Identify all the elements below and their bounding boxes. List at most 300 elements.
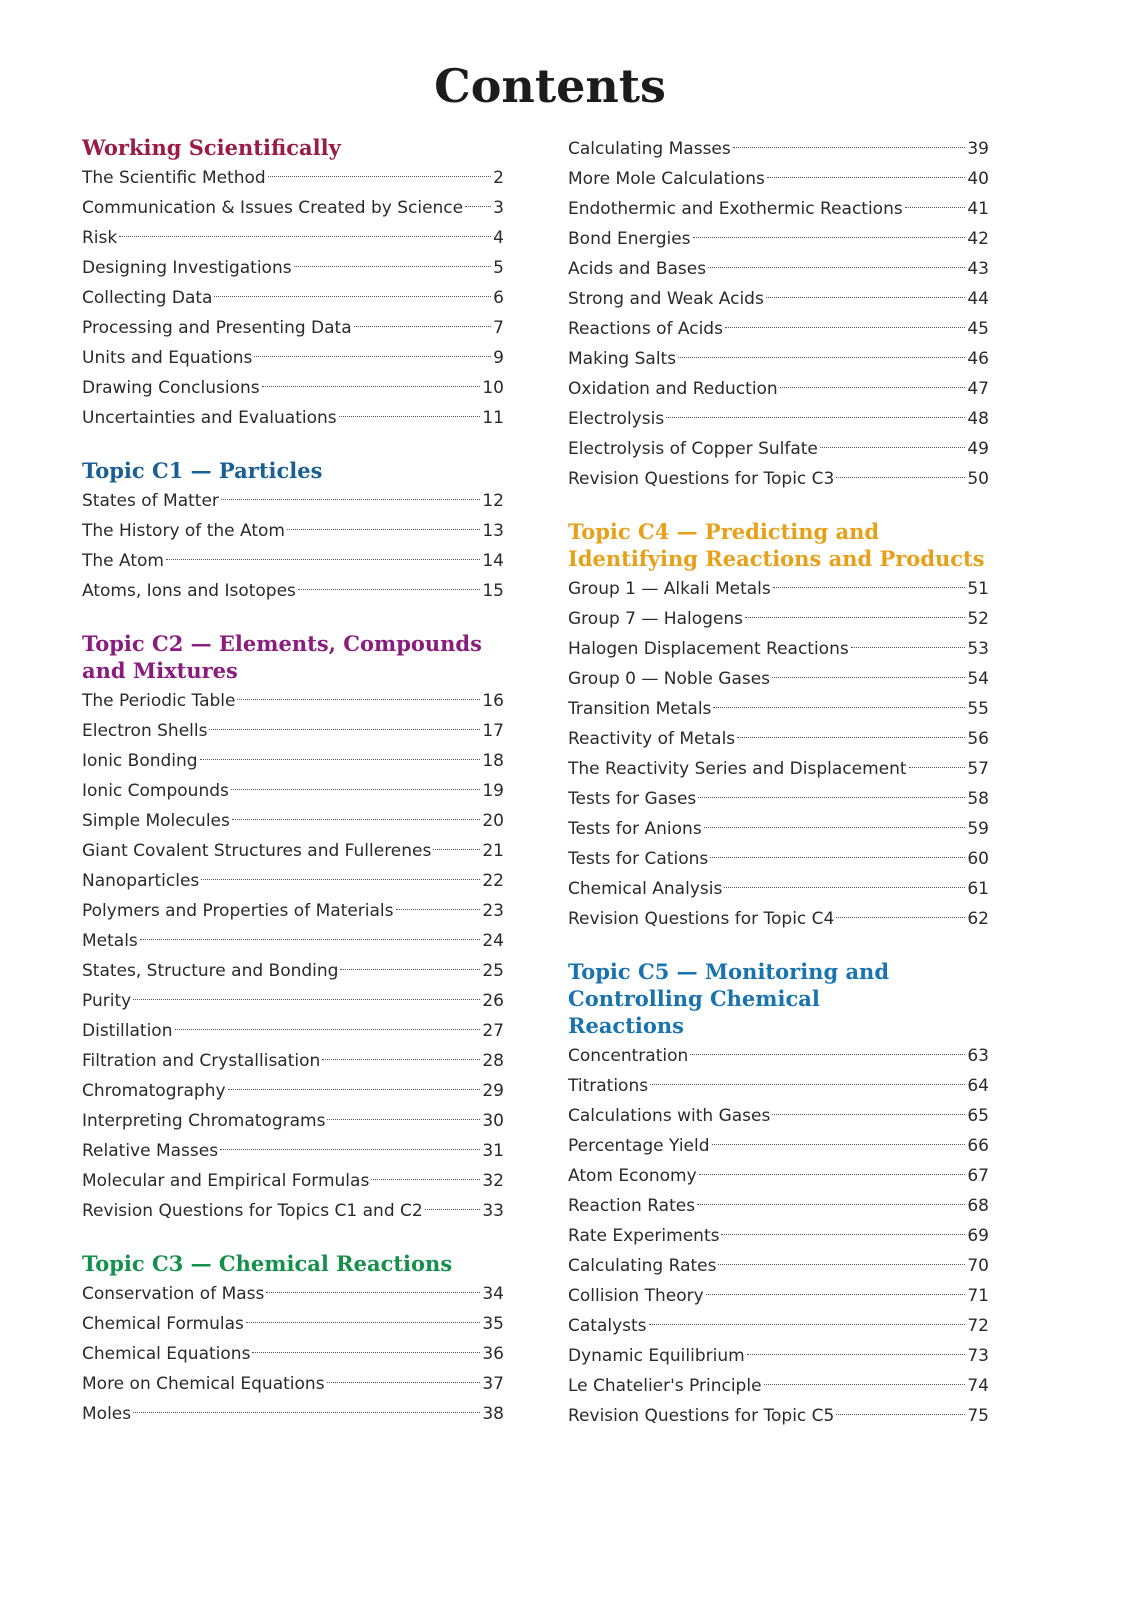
dot-leader — [327, 1382, 481, 1383]
toc-entry-catalysts[interactable] — [568, 1311, 989, 1341]
toc-entry-chemical-formulas[interactable] — [82, 1309, 504, 1339]
toc-entry-states-of-matter[interactable] — [82, 486, 504, 516]
toc-entry-title: Simple Molecules — [82, 811, 230, 831]
toc-entry-title: Electron Shells — [82, 721, 208, 741]
dot-leader — [713, 707, 965, 708]
dot-leader — [772, 677, 965, 678]
toc-entry-revision-questions-for-topics-c1-and-c2[interactable] — [82, 1196, 504, 1226]
toc-entry-title: Units and Equations — [82, 348, 253, 368]
toc-entry-page-number: 11 — [482, 408, 504, 428]
contents-column-left — [82, 134, 504, 1429]
toc-entry-page-number: 47 — [967, 379, 989, 399]
toc-entry-title: Atom Economy — [568, 1166, 697, 1186]
toc-entry-the-history-of-the-atom[interactable] — [82, 516, 504, 546]
toc-entry-page-number: 16 — [482, 691, 504, 711]
toc-entry-page-number: 31 — [482, 1141, 504, 1161]
toc-entry-page-number: 51 — [967, 579, 989, 599]
toc-entry-reactions-of-acids[interactable] — [568, 314, 989, 344]
toc-entry-title: Metals — [82, 931, 138, 951]
toc-entry-title: The Periodic Table — [82, 691, 236, 711]
toc-entry-group-1-alkali-metals[interactable] — [568, 574, 989, 604]
dot-leader — [706, 1294, 966, 1295]
toc-entry-title: Tests for Cations — [568, 849, 709, 869]
section-heading-topic-c2-elements-compounds-and-mixtures: Topic C2 — Elements, Compounds and Mixtures — [82, 631, 482, 683]
toc-entry-page-number: 34 — [482, 1284, 504, 1304]
toc-entry-title: Dynamic Equilibrium — [568, 1346, 745, 1366]
toc-entry-page-number: 22 — [482, 871, 504, 891]
toc-entry-page-number: 17 — [482, 721, 504, 741]
toc-entry-conservation-of-mass[interactable] — [82, 1279, 504, 1309]
toc-entry-page-number: 48 — [967, 409, 989, 429]
toc-entry-title: Ionic Bonding — [82, 751, 198, 771]
page-title: Contents — [434, 59, 666, 113]
toc-entry-page-number: 6 — [493, 288, 504, 308]
toc-entry-page-number: 53 — [967, 639, 989, 659]
toc-entry-le-chatelier-s-principle[interactable] — [568, 1371, 989, 1401]
toc-entry-title: Collision Theory — [568, 1286, 704, 1306]
dot-leader — [772, 1114, 965, 1115]
toc-entry-title: Revision Questions for Topic C3 — [568, 469, 835, 489]
toc-entry-title: Chemical Equations — [82, 1344, 251, 1364]
toc-entry-page-number: 42 — [967, 229, 989, 249]
toc-entry-page-number: 58 — [967, 789, 989, 809]
toc-entry-page-number: 63 — [967, 1046, 989, 1066]
toc-entry-title: Tests for Gases — [568, 789, 697, 809]
toc-entry-revision-questions-for-topic-c3[interactable] — [568, 464, 989, 494]
toc-entry-title: Communication & Issues Created by Science — [82, 198, 464, 218]
toc-entry-title: Giant Covalent Structures and Fullerenes — [82, 841, 432, 861]
dot-leader — [737, 737, 965, 738]
dot-leader — [298, 589, 480, 590]
toc-entry-page-number: 9 — [493, 348, 504, 368]
toc-entry-tests-for-cations[interactable] — [568, 844, 989, 874]
toc-entry-title: Catalysts — [568, 1316, 647, 1336]
toc-entry-title: Drawing Conclusions — [82, 378, 260, 398]
dot-leader — [693, 237, 966, 238]
section-spacer — [568, 934, 989, 958]
dot-leader — [268, 176, 491, 177]
dot-leader — [698, 797, 965, 798]
toc-entry-calculating-rates[interactable] — [568, 1251, 989, 1281]
dot-leader — [666, 417, 965, 418]
toc-entry-title: The Atom — [82, 551, 164, 571]
toc-entry-page-number: 33 — [482, 1201, 504, 1221]
toc-entry-title: Chemical Analysis — [568, 879, 723, 899]
dot-leader — [745, 617, 965, 618]
toc-entry-title: Polymers and Properties of Materials — [82, 901, 394, 921]
toc-entry-concentration[interactable] — [568, 1041, 989, 1071]
toc-entry-page-number: 73 — [967, 1346, 989, 1366]
toc-entry-page-number: 39 — [967, 139, 989, 159]
toc-entry-atoms-ions-and-isotopes[interactable] — [82, 576, 504, 606]
toc-entry-percentage-yield[interactable] — [568, 1131, 989, 1161]
toc-entry-page-number: 50 — [967, 469, 989, 489]
toc-entry-page-number: 20 — [482, 811, 504, 831]
toc-entry-communication-issues-created-by-science[interactable] — [82, 193, 504, 223]
dot-leader — [851, 647, 966, 648]
toc-entry-title: Electrolysis — [568, 409, 665, 429]
dot-leader — [708, 267, 965, 268]
toc-entry-page-number: 12 — [482, 491, 504, 511]
toc-entry-title: States, Structure and Bonding — [82, 961, 339, 981]
toc-entry-more-mole-calculations[interactable] — [568, 164, 989, 194]
toc-entry-dynamic-equilibrium[interactable] — [568, 1341, 989, 1371]
toc-entry-page-number: 10 — [482, 378, 504, 398]
toc-entry-page-number: 14 — [482, 551, 504, 571]
dot-leader — [836, 917, 965, 918]
toc-entry-title: Distillation — [82, 1021, 173, 1041]
dot-leader — [214, 296, 491, 297]
toc-entry-calculations-with-gases[interactable] — [568, 1101, 989, 1131]
dot-leader — [231, 789, 480, 790]
dot-leader — [773, 587, 966, 588]
dot-leader — [220, 1149, 480, 1150]
toc-entry-oxidation-and-reduction[interactable] — [568, 374, 989, 404]
dot-leader — [699, 1174, 966, 1175]
toc-entry-title: Halogen Displacement Reactions — [568, 639, 849, 659]
toc-entry-page-number: 4 — [493, 228, 504, 248]
toc-entry-title: Reactions of Acids — [568, 319, 723, 339]
toc-entry-acids-and-bases[interactable] — [568, 254, 989, 284]
toc-entry-moles[interactable] — [82, 1399, 504, 1429]
toc-entry-metals[interactable] — [82, 926, 504, 956]
section-heading-topic-c1-particles: Topic C1 — Particles — [82, 458, 323, 483]
toc-entry-title: Endothermic and Exothermic Reactions — [568, 199, 903, 219]
dot-leader — [209, 729, 480, 730]
toc-entry-page-number: 71 — [967, 1286, 989, 1306]
toc-entry-title: Interpreting Chromatograms — [82, 1111, 326, 1131]
toc-entry-page-number: 23 — [482, 901, 504, 921]
toc-entry-title: Uncertainties and Evaluations — [82, 408, 337, 428]
toc-entry-page-number: 49 — [967, 439, 989, 459]
toc-entry-title: Moles — [82, 1404, 132, 1424]
toc-entry-halogen-displacement-reactions[interactable] — [568, 634, 989, 664]
section-spacer — [82, 606, 504, 630]
toc-entry-reaction-rates[interactable] — [568, 1191, 989, 1221]
dot-leader — [649, 1324, 966, 1325]
toc-entry-page-number: 55 — [967, 699, 989, 719]
toc-entry-title: Chromatography — [82, 1081, 226, 1101]
dot-leader — [820, 447, 965, 448]
toc-entry-page-number: 61 — [967, 879, 989, 899]
toc-entry-transition-metals[interactable] — [568, 694, 989, 724]
dot-leader — [246, 1322, 480, 1323]
section-heading-topic-c4-predicting-and-identifying-reac: Topic C4 — Predicting and Identifying Reactions and Products — [568, 519, 985, 571]
toc-entry-risk[interactable] — [82, 223, 504, 253]
toc-entry-simple-molecules[interactable] — [82, 806, 504, 836]
dot-leader — [678, 357, 965, 358]
toc-entry-calculating-masses[interactable] — [568, 134, 989, 164]
dot-leader — [354, 326, 492, 327]
dot-leader — [697, 1204, 965, 1205]
toc-entry-page-number: 54 — [967, 669, 989, 689]
toc-entry-making-salts[interactable] — [568, 344, 989, 374]
toc-entry-title: The Scientific Method — [82, 168, 266, 188]
dot-leader — [133, 999, 480, 1000]
dot-leader — [175, 1029, 481, 1030]
toc-entry-title: Strong and Weak Acids — [568, 289, 764, 309]
toc-entry-page-number: 28 — [482, 1051, 504, 1071]
toc-entry-titrations[interactable] — [568, 1071, 989, 1101]
toc-entry-page-number: 21 — [482, 841, 504, 861]
toc-entry-title: Risk — [82, 228, 118, 248]
toc-entry-title: The Reactivity Series and Displacement — [568, 759, 907, 779]
toc-entry-title: Titrations — [568, 1076, 649, 1096]
toc-entry-title: Molecular and Empirical Formulas — [82, 1171, 370, 1191]
toc-entry-giant-covalent-structures-and-fullerenes[interactable] — [82, 836, 504, 866]
toc-entry-title: Revision Questions for Topics C1 and C2 — [82, 1201, 423, 1221]
dot-leader — [340, 969, 480, 970]
dot-leader — [166, 559, 480, 560]
toc-entry-endothermic-and-exothermic-reactions[interactable] — [568, 194, 989, 224]
dot-leader — [766, 297, 966, 298]
toc-entry-title: Processing and Presenting Data — [82, 318, 352, 338]
toc-entry-nanoparticles[interactable] — [82, 866, 504, 896]
toc-entry-page-number: 3 — [493, 198, 504, 218]
toc-entry-page-number: 41 — [967, 199, 989, 219]
toc-entry-title: Collecting Data — [82, 288, 213, 308]
toc-entry-title: Making Salts — [568, 349, 677, 369]
toc-entry-uncertainties-and-evaluations[interactable] — [82, 403, 504, 433]
toc-entry-states-structure-and-bonding[interactable] — [82, 956, 504, 986]
toc-entry-electron-shells[interactable] — [82, 716, 504, 746]
toc-entry-title: Group 1 — Alkali Metals — [568, 579, 771, 599]
toc-entry-page-number: 37 — [482, 1374, 504, 1394]
dot-leader — [396, 909, 481, 910]
section-spacer — [82, 1226, 504, 1250]
toc-entry-title: Oxidation and Reduction — [568, 379, 778, 399]
dot-leader — [780, 387, 966, 388]
toc-entry-chemical-equations[interactable] — [82, 1339, 504, 1369]
toc-entry-title: Calculating Masses — [568, 139, 731, 159]
toc-entry-page-number: 45 — [967, 319, 989, 339]
dot-leader — [266, 1292, 480, 1293]
toc-entry-title: Calculations with Gases — [568, 1106, 771, 1126]
dot-leader — [704, 827, 966, 828]
toc-entry-title: Revision Questions for Topic C5 — [568, 1406, 835, 1426]
toc-entry-page-number: 59 — [967, 819, 989, 839]
toc-entry-revision-questions-for-topic-c5[interactable] — [568, 1401, 989, 1431]
dot-leader — [433, 849, 480, 850]
toc-entry-page-number: 62 — [967, 909, 989, 929]
toc-entry-units-and-equations[interactable] — [82, 343, 504, 373]
toc-entry-page-number: 13 — [482, 521, 504, 541]
toc-entry-page-number: 35 — [482, 1314, 504, 1334]
toc-entry-title: Reaction Rates — [568, 1196, 696, 1216]
toc-entry-title: Acids and Bases — [568, 259, 707, 279]
toc-entry-page-number: 43 — [967, 259, 989, 279]
toc-entry-chemical-analysis[interactable] — [568, 874, 989, 904]
toc-entry-title: More on Chemical Equations — [82, 1374, 325, 1394]
toc-entry-title: Purity — [82, 991, 132, 1011]
toc-entry-interpreting-chromatograms[interactable] — [82, 1106, 504, 1136]
toc-entry-page-number: 69 — [967, 1226, 989, 1246]
dot-leader — [294, 266, 492, 267]
dot-leader — [425, 1209, 481, 1210]
toc-entry-title: Percentage Yield — [568, 1136, 710, 1156]
toc-entry-title: Calculating Rates — [568, 1256, 717, 1276]
dot-leader — [287, 529, 480, 530]
dot-leader — [905, 207, 966, 208]
toc-entry-page-number: 44 — [967, 289, 989, 309]
toc-entry-tests-for-anions[interactable] — [568, 814, 989, 844]
dot-leader — [133, 1412, 480, 1413]
dot-leader — [228, 1089, 481, 1090]
toc-entry-ionic-bonding[interactable] — [82, 746, 504, 776]
toc-entry-title: Relative Masses — [82, 1141, 219, 1161]
toc-entry-title: Ionic Compounds — [82, 781, 229, 801]
toc-entry-page-number: 7 — [493, 318, 504, 338]
toc-entry-strong-and-weak-acids[interactable] — [568, 284, 989, 314]
toc-entry-page-number: 68 — [967, 1196, 989, 1216]
dot-leader — [836, 1414, 965, 1415]
toc-entry-the-scientific-method[interactable] — [82, 163, 504, 193]
toc-entry-atom-economy[interactable] — [568, 1161, 989, 1191]
toc-entry-molecular-and-empirical-formulas[interactable] — [82, 1166, 504, 1196]
toc-entry-title: Group 7 — Halogens — [568, 609, 743, 629]
toc-entry-drawing-conclusions[interactable] — [82, 373, 504, 403]
toc-entry-the-periodic-table[interactable] — [82, 686, 504, 716]
toc-entry-reactivity-of-metals[interactable] — [568, 724, 989, 754]
toc-entry-revision-questions-for-topic-c4[interactable] — [568, 904, 989, 934]
toc-entry-title: States of Matter — [82, 491, 219, 511]
toc-entry-more-on-chemical-equations[interactable] — [82, 1369, 504, 1399]
toc-entry-title: Chemical Formulas — [82, 1314, 244, 1334]
section-spacer — [568, 494, 989, 518]
toc-entry-page-number: 24 — [482, 931, 504, 951]
dot-leader — [252, 1352, 480, 1353]
toc-entry-page-number: 19 — [482, 781, 504, 801]
toc-entry-title: More Mole Calculations — [568, 169, 765, 189]
toc-entry-title: Revision Questions for Topic C4 — [568, 909, 835, 929]
dot-leader — [140, 939, 481, 940]
toc-entry-electrolysis-of-copper-sulfate[interactable] — [568, 434, 989, 464]
toc-entry-title: Group 0 — Noble Gases — [568, 669, 771, 689]
toc-entry-page-number: 2 — [493, 168, 504, 188]
toc-entry-collision-theory[interactable] — [568, 1281, 989, 1311]
dot-leader — [119, 236, 491, 237]
dot-leader — [465, 206, 491, 207]
toc-entry-relative-masses[interactable] — [82, 1136, 504, 1166]
dot-leader — [764, 1384, 966, 1385]
toc-entry-title: Designing Investigations — [82, 258, 292, 278]
toc-entry-page-number: 67 — [967, 1166, 989, 1186]
toc-entry-page-number: 26 — [482, 991, 504, 1011]
toc-entry-polymers-and-properties-of-materials[interactable] — [82, 896, 504, 926]
toc-entry-title: Bond Energies — [568, 229, 691, 249]
toc-entry-title: Transition Metals — [568, 699, 712, 719]
dot-leader — [650, 1084, 965, 1085]
dot-leader — [339, 416, 481, 417]
contents-column-right — [568, 134, 989, 1431]
toc-entry-page-number: 52 — [967, 609, 989, 629]
toc-entry-title: Nanoparticles — [82, 871, 200, 891]
dot-leader — [733, 147, 966, 148]
toc-entry-page-number: 25 — [482, 961, 504, 981]
dot-leader — [712, 1144, 966, 1145]
toc-entry-tests-for-gases[interactable] — [568, 784, 989, 814]
dot-leader — [710, 857, 965, 858]
toc-entry-group-0-noble-gases[interactable] — [568, 664, 989, 694]
dot-leader — [690, 1054, 965, 1055]
toc-entry-distillation[interactable] — [82, 1016, 504, 1046]
toc-entry-ionic-compounds[interactable] — [82, 776, 504, 806]
toc-entry-title: Tests for Anions — [568, 819, 702, 839]
toc-entry-chromatography[interactable] — [82, 1076, 504, 1106]
toc-entry-page-number: 46 — [967, 349, 989, 369]
dot-leader — [747, 1354, 966, 1355]
section-heading-working-scientifically: Working Scientifically — [82, 135, 341, 160]
toc-entry-page-number: 57 — [967, 759, 989, 779]
toc-entry-the-reactivity-series-and-displacement[interactable] — [568, 754, 989, 784]
toc-entry-title: Electrolysis of Copper Sulfate — [568, 439, 818, 459]
toc-entry-page-number: 56 — [967, 729, 989, 749]
toc-entry-page-number: 70 — [967, 1256, 989, 1276]
dot-leader — [327, 1119, 480, 1120]
toc-entry-purity[interactable] — [82, 986, 504, 1016]
toc-entry-page-number: 38 — [482, 1404, 504, 1424]
toc-entry-page-number: 5 — [493, 258, 504, 278]
toc-entry-page-number: 18 — [482, 751, 504, 771]
dot-leader — [371, 1179, 480, 1180]
dot-leader — [254, 356, 491, 357]
dot-leader — [201, 879, 480, 880]
toc-entry-collecting-data[interactable] — [82, 283, 504, 313]
dot-leader — [232, 819, 480, 820]
toc-entry-title: Rate Experiments — [568, 1226, 720, 1246]
toc-entry-rate-experiments[interactable] — [568, 1221, 989, 1251]
toc-entry-the-atom[interactable] — [82, 546, 504, 576]
section-heading-topic-c3-chemical-reactions: Topic C3 — Chemical Reactions — [82, 1251, 453, 1276]
toc-entry-title: Filtration and Crystallisation — [82, 1051, 321, 1071]
dot-leader — [767, 177, 965, 178]
toc-entry-page-number: 74 — [967, 1376, 989, 1396]
toc-entry-title: The History of the Atom — [82, 521, 285, 541]
toc-entry-bond-energies[interactable] — [568, 224, 989, 254]
toc-entry-page-number: 27 — [482, 1021, 504, 1041]
dot-leader — [322, 1059, 480, 1060]
dot-leader — [718, 1264, 965, 1265]
toc-entry-electrolysis[interactable] — [568, 404, 989, 434]
toc-entry-page-number: 60 — [967, 849, 989, 869]
toc-entry-title: Le Chatelier's Principle — [568, 1376, 762, 1396]
toc-entry-filtration-and-crystallisation[interactable] — [82, 1046, 504, 1076]
toc-entry-page-number: 75 — [967, 1406, 989, 1426]
dot-leader — [725, 327, 965, 328]
toc-entry-page-number: 72 — [967, 1316, 989, 1336]
toc-entry-group-7-halogens[interactable] — [568, 604, 989, 634]
dot-leader — [721, 1234, 965, 1235]
toc-entry-page-number: 36 — [482, 1344, 504, 1364]
toc-entry-title: Atoms, Ions and Isotopes — [82, 581, 296, 601]
toc-entry-page-number: 32 — [482, 1171, 504, 1191]
dot-leader — [200, 759, 481, 760]
toc-entry-page-number: 65 — [967, 1106, 989, 1126]
section-spacer — [82, 433, 504, 457]
section-heading-topic-c5-monitoring-and-controlling-chem: Topic C5 — Monitoring and Controlling Chemical Reactions — [568, 959, 889, 1038]
dot-leader — [836, 477, 965, 478]
toc-entry-page-number: 15 — [482, 581, 504, 601]
dot-leader — [909, 767, 966, 768]
toc-entry-processing-and-presenting-data[interactable] — [82, 313, 504, 343]
toc-entry-designing-investigations[interactable] — [82, 253, 504, 283]
toc-entry-page-number: 30 — [482, 1111, 504, 1131]
dot-leader — [237, 699, 480, 700]
toc-entry-page-number: 64 — [967, 1076, 989, 1096]
toc-entry-page-number: 66 — [967, 1136, 989, 1156]
dot-leader — [221, 499, 480, 500]
dot-leader — [262, 386, 481, 387]
